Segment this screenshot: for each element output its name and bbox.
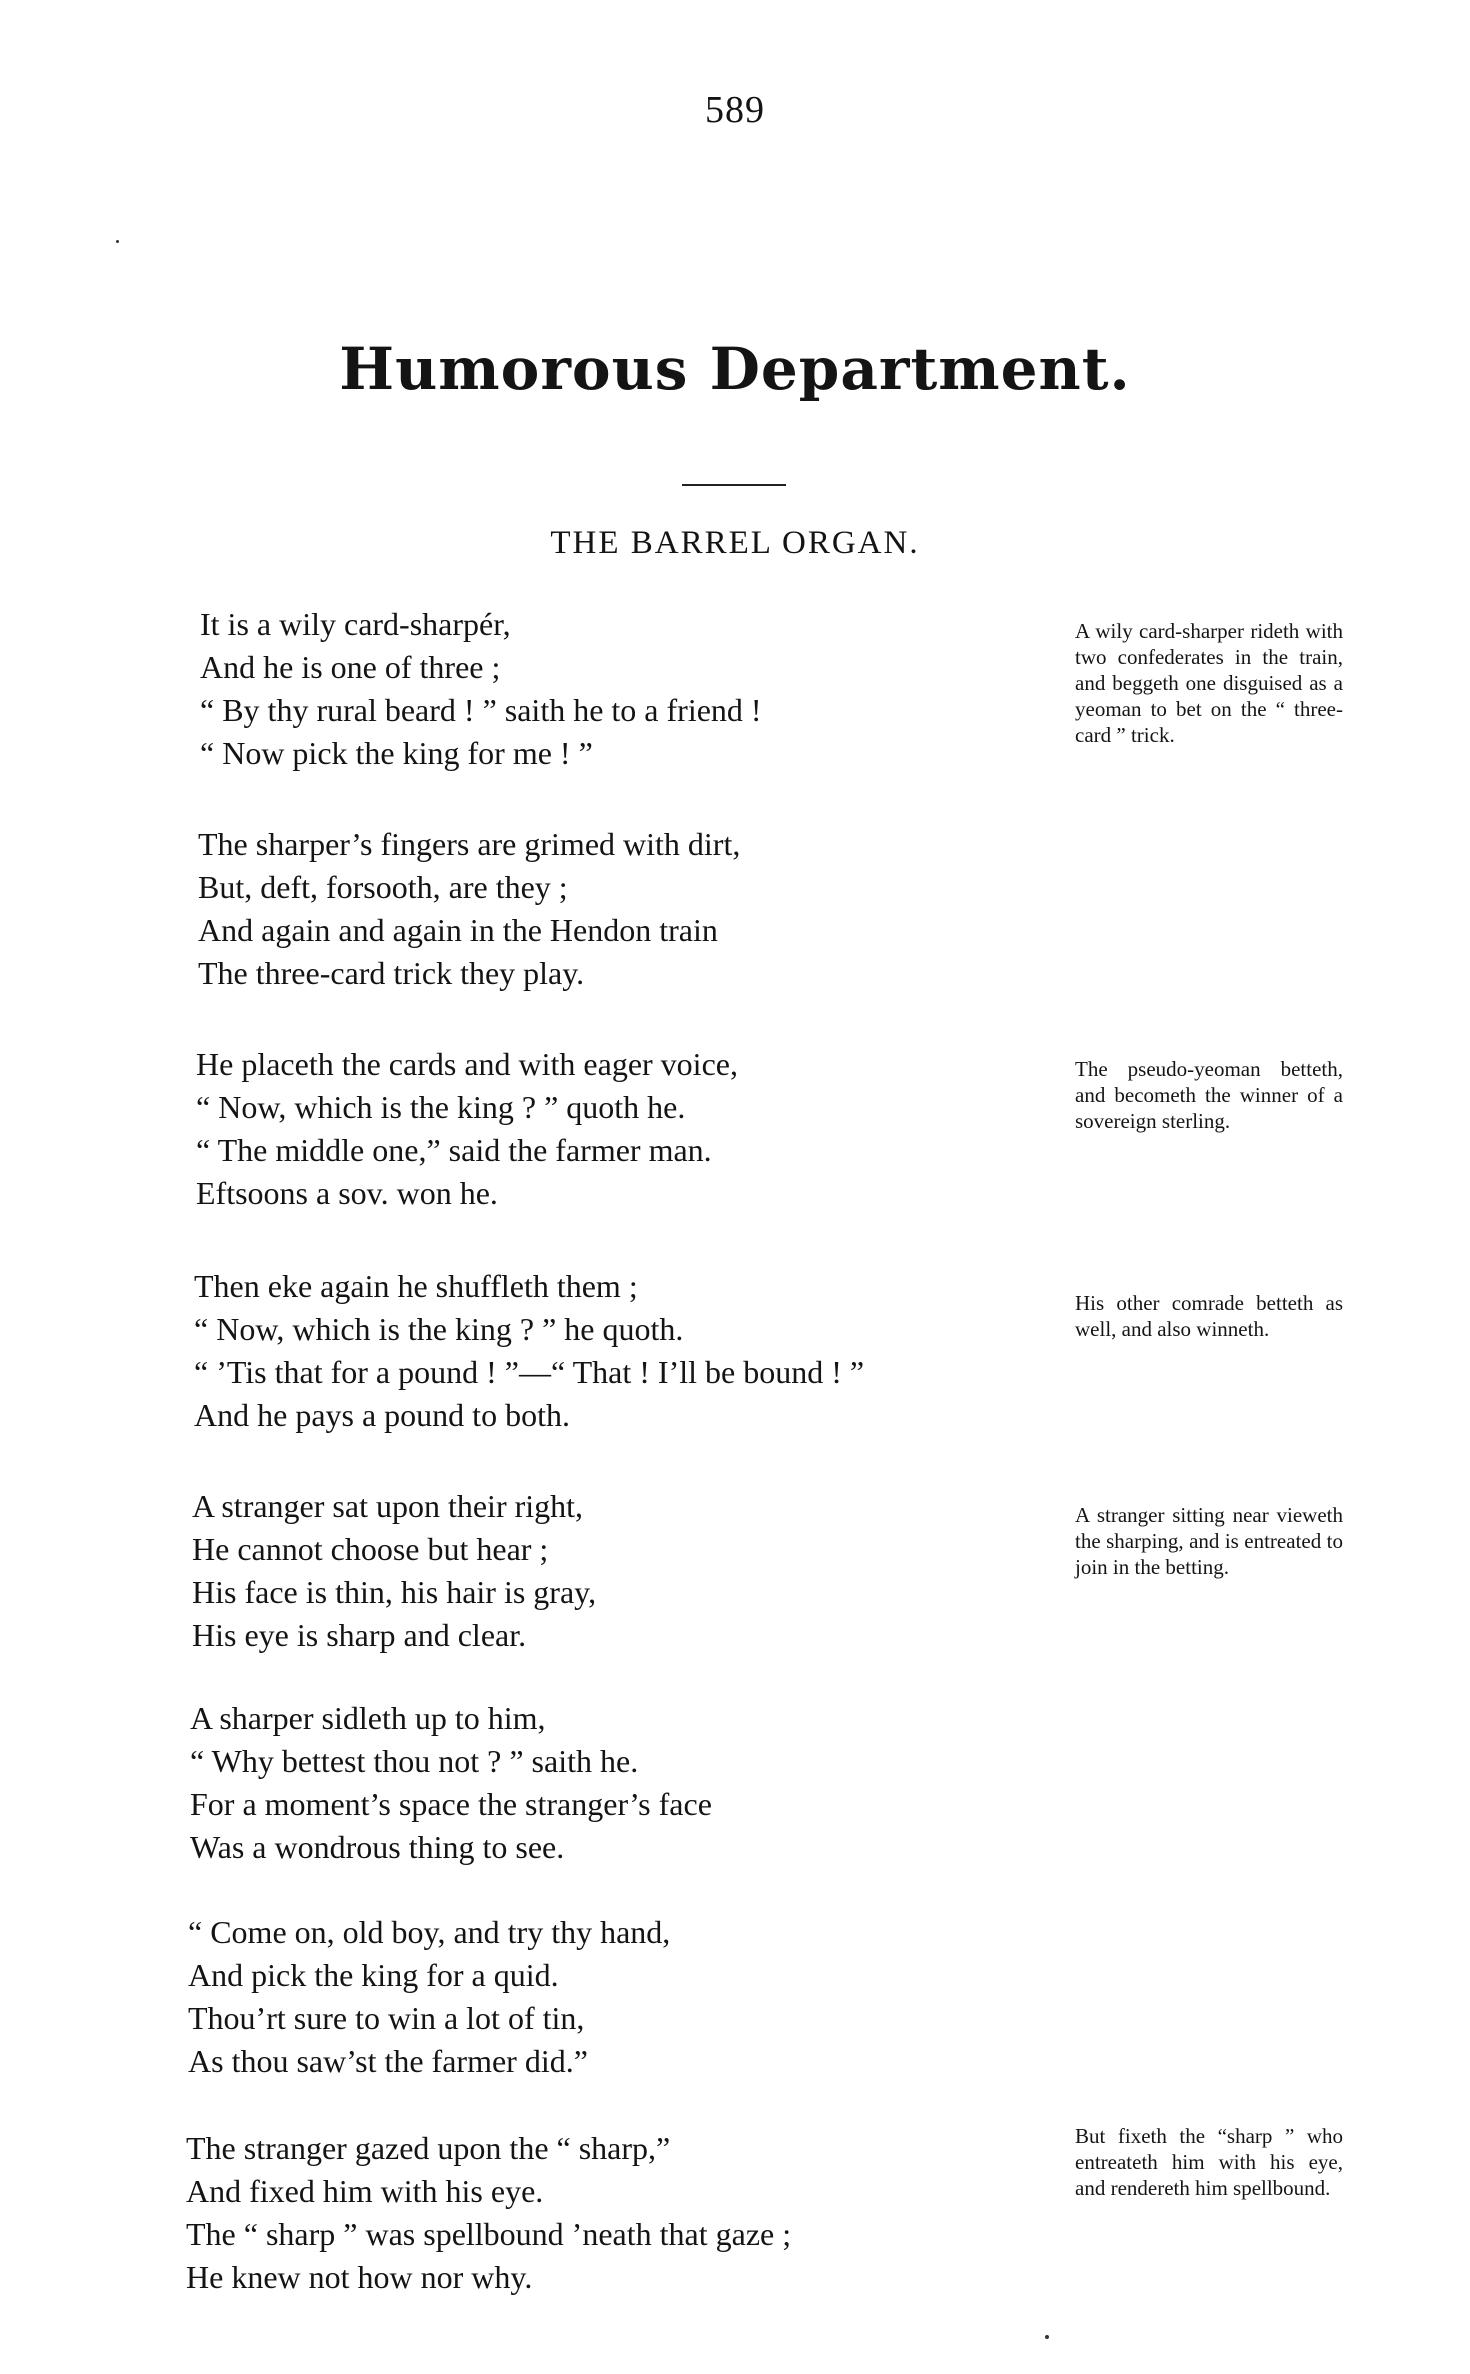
poem-line: “ Now, which is the king ? ” quoth he. (196, 1089, 686, 1125)
stanza-7 (188, 1911, 1048, 2083)
margin-gloss-4: A stranger sitting near vieweth the sharping, and is entreated to join in the betting. (1075, 1503, 1343, 1579)
poem-line: A sharper sidleth up to him, (190, 1700, 546, 1736)
poem-line: “ By thy rural beard ! ” saith he to a friend ! (200, 692, 762, 728)
poem-line: But, deft, forsooth, are they ; (198, 869, 568, 905)
poem-line: “ Why bettest thou not ? ” saith he. (190, 1743, 639, 1779)
poem-line: His eye is sharp and clear. (192, 1617, 527, 1653)
poem-line: And pick the king for a quid. (188, 1957, 559, 1993)
poem-line: Eftsoons a sov. won he. (196, 1175, 498, 1211)
poem-line: Thou’rt sure to win a lot of tin, (188, 2000, 585, 2036)
poem-line: The stranger gazed upon the “ sharp,” (186, 2130, 671, 2166)
stanza-4 (194, 1265, 1054, 1437)
print-speck (1045, 2335, 1049, 2339)
stanza-3 (196, 1043, 1056, 1215)
poem-line: “ The middle one,” said the farmer man. (196, 1132, 712, 1168)
stanza-8 (186, 2127, 1046, 2299)
poem-line: For a moment’s space the stranger’s face (190, 1786, 712, 1822)
poem-line: And again and again in the Hendon train (198, 912, 718, 948)
poem-title: THE BARREL ORGAN. (550, 525, 920, 561)
page-number: 589 (705, 89, 765, 131)
poem-line: He cannot choose but hear ; (192, 1531, 549, 1567)
margin-gloss-2: The pseudo-yeoman betteth, and becometh the winner of a sovereign sterling. (1075, 1057, 1343, 1133)
poem-line: “ Now, which is the king ? ” he quoth. (194, 1311, 684, 1347)
poem-line: Was a wondrous thing to see. (190, 1829, 565, 1865)
poem-line: He knew not how nor why. (186, 2259, 533, 2295)
poem-line: The sharper’s fingers are grimed with dirt, (198, 826, 741, 862)
margin-gloss-5: But fixeth the “sharp ” who entreateth him with his eye, and rendereth him spellbound. (1075, 2124, 1343, 2200)
poem-line: His face is thin, his hair is gray, (192, 1574, 597, 1610)
poem-line: And he pays a pound to both. (194, 1397, 570, 1433)
margin-gloss-1: A wily card-sharper rideth with two confederates in the train, and beggeth one disguised as a yeoman to bet on the “ three-card ” trick. (1075, 619, 1343, 747)
poem-line: As thou saw’st the farmer did.” (188, 2043, 588, 2079)
poem-line: And fixed him with his eye. (186, 2173, 544, 2209)
stanza-5 (192, 1485, 1052, 1657)
stanza-1 (200, 603, 1060, 775)
print-speck (116, 240, 119, 243)
poem-line: A stranger sat upon their right, (192, 1488, 584, 1524)
poem-line: “ Now pick the king for me ! ” (200, 735, 593, 771)
poem-line: “ Come on, old boy, and try thy hand, (188, 1914, 671, 1950)
heading-rule (682, 484, 786, 486)
poem-line: He placeth the cards and with eager voice, (196, 1046, 738, 1082)
stanza-2 (198, 823, 1058, 995)
poem-line: The three-card trick they play. (198, 955, 585, 991)
stanza-6 (190, 1697, 1050, 1869)
poem-line: And he is one of three ; (200, 649, 501, 685)
margin-gloss-3: His other comrade betteth as well, and also winneth. (1075, 1291, 1343, 1341)
poem-line: Then eke again he shuffleth them ; (194, 1268, 638, 1304)
department-heading: Humorous Department. (339, 335, 1131, 403)
poem-line: “ ’Tis that for a pound ! ”—“ That ! I’ll be bound ! ” (194, 1354, 865, 1390)
poem-line: The “ sharp ” was spellbound ’neath that gaze ; (186, 2216, 792, 2252)
poem-line: It is a wily card-sharpér, (200, 606, 511, 642)
